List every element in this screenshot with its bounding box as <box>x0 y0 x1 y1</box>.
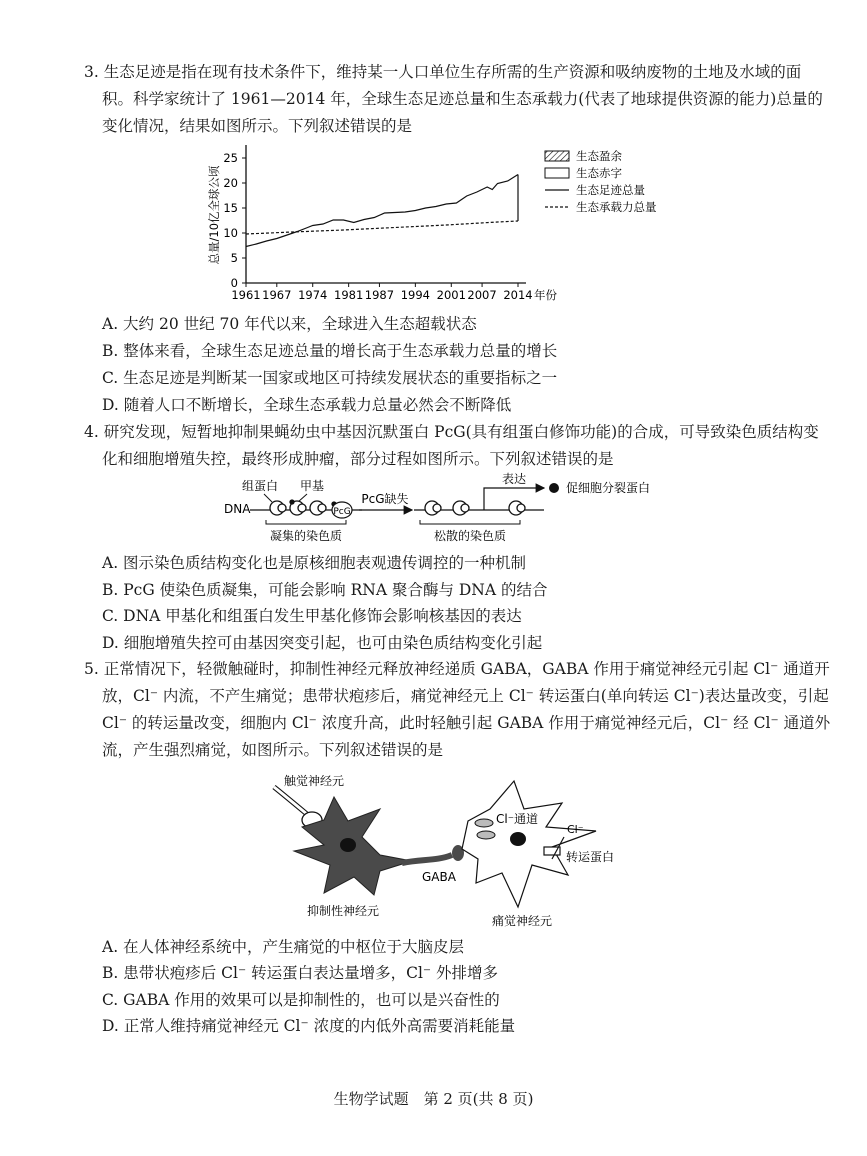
chart-y-ticks <box>223 151 246 290</box>
cl-channel-2 <box>477 831 495 839</box>
y-tick-label: 10 <box>223 226 238 240</box>
neuron-diagram <box>262 765 622 930</box>
pain-nucleus <box>510 832 526 846</box>
bracket-condensed <box>266 520 346 524</box>
chart-legend <box>545 149 657 214</box>
x-tick-label: 1987 <box>364 288 395 302</box>
protein-dot <box>549 483 559 493</box>
q5-option-d[interactable]: D. 正常人维持痛觉神经元 Cl⁻ 浓度的内低外高需要消耗能量 <box>102 1017 516 1035</box>
label-gaba: GABA <box>422 870 456 884</box>
x-tick-label: 1981 <box>334 288 364 302</box>
q4-stem-line-1: 4. 研究发现，短暂地抑制果蝇幼虫中基因沉默蛋白 PcG(具有组蛋白修饰功能)的合成，可导致染色质结构变 <box>84 423 819 441</box>
x-tick-label: 1994 <box>400 288 430 302</box>
chromatin-diagram <box>222 470 682 548</box>
legend-footprint: 生态足迹总量 <box>576 183 645 197</box>
q3-stem-line-1: 3. 生态足迹是指在现有技术条件下，维持某一人口单位生存所需的生产资源和吸纳废物的土地及水域的面 <box>84 63 802 81</box>
q5-stem-line-1: 5. 正常情况下，轻微触碰时，抑制性神经元释放神经递质 GABA，GABA 作用于痛觉神经元引起 Cl⁻ 通道开 <box>84 660 830 678</box>
q3-stem-line-3: 变化情况，结果如图所示。下列叙述错误的是 <box>102 117 413 135</box>
label-transporter: 转运蛋白 <box>566 850 615 864</box>
label-pcg: PcG <box>333 507 351 517</box>
legend-swatch-deficit <box>545 168 569 178</box>
label-product: 促细胞分裂蛋白 <box>566 481 651 495</box>
q5-option-a[interactable]: A. 在人体神经系统中，产生痛觉的中枢位于大脑皮层 <box>102 938 465 956</box>
x-tick-label: 1974 <box>298 288 328 302</box>
q4-option-c[interactable]: C. DNA 甲基化和组蛋白发生甲基化修饰会影响核基因的表达 <box>102 607 522 625</box>
chart-xlabel: 年份 <box>534 288 557 302</box>
y-tick-label: 20 <box>223 176 238 190</box>
legend-surplus: 生态盈余 <box>576 149 622 163</box>
y-tick-label: 25 <box>223 151 238 165</box>
q3-option-d[interactable]: D. 随着人口不断增长，全球生态承载力总量必然会不断降低 <box>102 396 512 414</box>
nucleosome-cluster-loose <box>425 501 525 515</box>
q5-stem-line-3: Cl⁻ 的转运量改变，细胞内 Cl⁻ 浓度升高，此时轻触引起 GABA 作用于痛觉神经元后，Cl⁻ 经 Cl⁻ 通道外 <box>102 714 831 732</box>
label-inhibitory: 抑制性神经元 <box>307 904 380 918</box>
label-express: 表达 <box>502 472 527 486</box>
label-pcg-loss: PcG缺失 <box>361 492 409 506</box>
legend-capacity: 生态承载力总量 <box>576 200 657 214</box>
x-tick-label: 2007 <box>467 288 497 302</box>
y-tick-label: 15 <box>223 201 238 215</box>
x-tick-label: 2001 <box>436 288 466 302</box>
q4-option-a[interactable]: A. 图示染色质结构变化也是原核细胞表观遗传调控的一种机制 <box>102 554 527 572</box>
y-tick-label: 0 <box>230 276 238 290</box>
label-dna: DNA <box>224 502 251 516</box>
label-pain-neuron: 痛觉神经元 <box>492 914 553 928</box>
chart-ylabel: 总量/10亿全球公顷 <box>207 165 221 265</box>
chart-series <box>246 175 518 247</box>
label-loose: 松散的染色质 <box>433 529 507 543</box>
inhibitory-axon <box>402 855 452 863</box>
q4-option-d[interactable]: D. 细胞增殖失控可由基因突变引起，也可由染色质结构变化引起 <box>102 634 543 652</box>
legend-swatch-surplus <box>545 151 569 161</box>
nucleosome-cluster-condensed <box>270 500 336 515</box>
series-footprint-line <box>246 175 518 247</box>
x-tick-label: 1967 <box>262 288 292 302</box>
label-condensed: 凝集的染色质 <box>269 529 343 543</box>
q5-option-c[interactable]: C. GABA 作用的效果可以是抑制性的，也可以是兴奋性的 <box>102 991 500 1009</box>
label-cl-channel: Cl⁻通道 <box>496 812 539 826</box>
label-methyl: 甲基 <box>300 479 325 493</box>
q3-option-b[interactable]: B. 整体来看，全球生态足迹总量的增长高于生态承载力总量的增长 <box>102 342 558 360</box>
label-histone: 组蛋白 <box>242 479 279 493</box>
x-tick-label: 1961 <box>231 288 261 302</box>
q3-option-a[interactable]: A. 大约 20 世纪 70 年代以来，全球进入生态超载状态 <box>102 315 477 333</box>
legend-deficit: 生态赤字 <box>576 166 622 180</box>
q4-option-b[interactable]: B. PcG 使染色质凝集，可能会影响 RNA 聚合酶与 DNA 的结合 <box>102 581 548 599</box>
q5-stem-line-4: 流，产生强烈痛觉，如图所示。下列叙述错误的是 <box>102 741 444 759</box>
q4-stem-line-2: 化和细胞增殖失控，最终形成肿瘤，部分过程如图所示。下列叙述错误的是 <box>102 450 614 468</box>
q3-option-c[interactable]: C. 生态足迹是判断某一国家或地区可持续发展状态的重要指标之一 <box>102 369 558 387</box>
bracket-loose <box>420 520 520 524</box>
label-cl-ion: Cl⁻ <box>567 823 584 836</box>
ecological-footprint-chart <box>196 140 686 308</box>
chart-x-ticks <box>231 283 532 302</box>
q5-stem-line-2: 放，Cl⁻ 内流，不产生痛觉；患带状疱疹后，痛觉神经元上 Cl⁻ 转运蛋白(单向转运 Cl⁻)表达量改变，引起 <box>102 687 829 705</box>
label-touch-neuron: 触觉神经元 <box>284 774 345 788</box>
page-footer: 生物学试题 第 2 页(共 8 页) <box>333 1090 534 1108</box>
y-tick-label: 5 <box>230 251 238 265</box>
x-tick-label: 2014 <box>503 288 533 302</box>
cl-channel-1 <box>475 819 493 827</box>
histone-pointer <box>264 494 272 502</box>
pain-neuron-body <box>462 781 596 907</box>
q5-option-b[interactable]: B. 患带状疱疹后 Cl⁻ 转运蛋白表达量增多，Cl⁻ 外排增多 <box>102 964 499 982</box>
series-capacity-line <box>246 221 518 234</box>
q3-stem-line-2: 积。科学家统计了 1961—2014 年，全球生态足迹总量和生态承载力(代表了地球提供资源的能力)总量的 <box>102 90 823 108</box>
inhibitory-nucleus <box>340 838 356 852</box>
